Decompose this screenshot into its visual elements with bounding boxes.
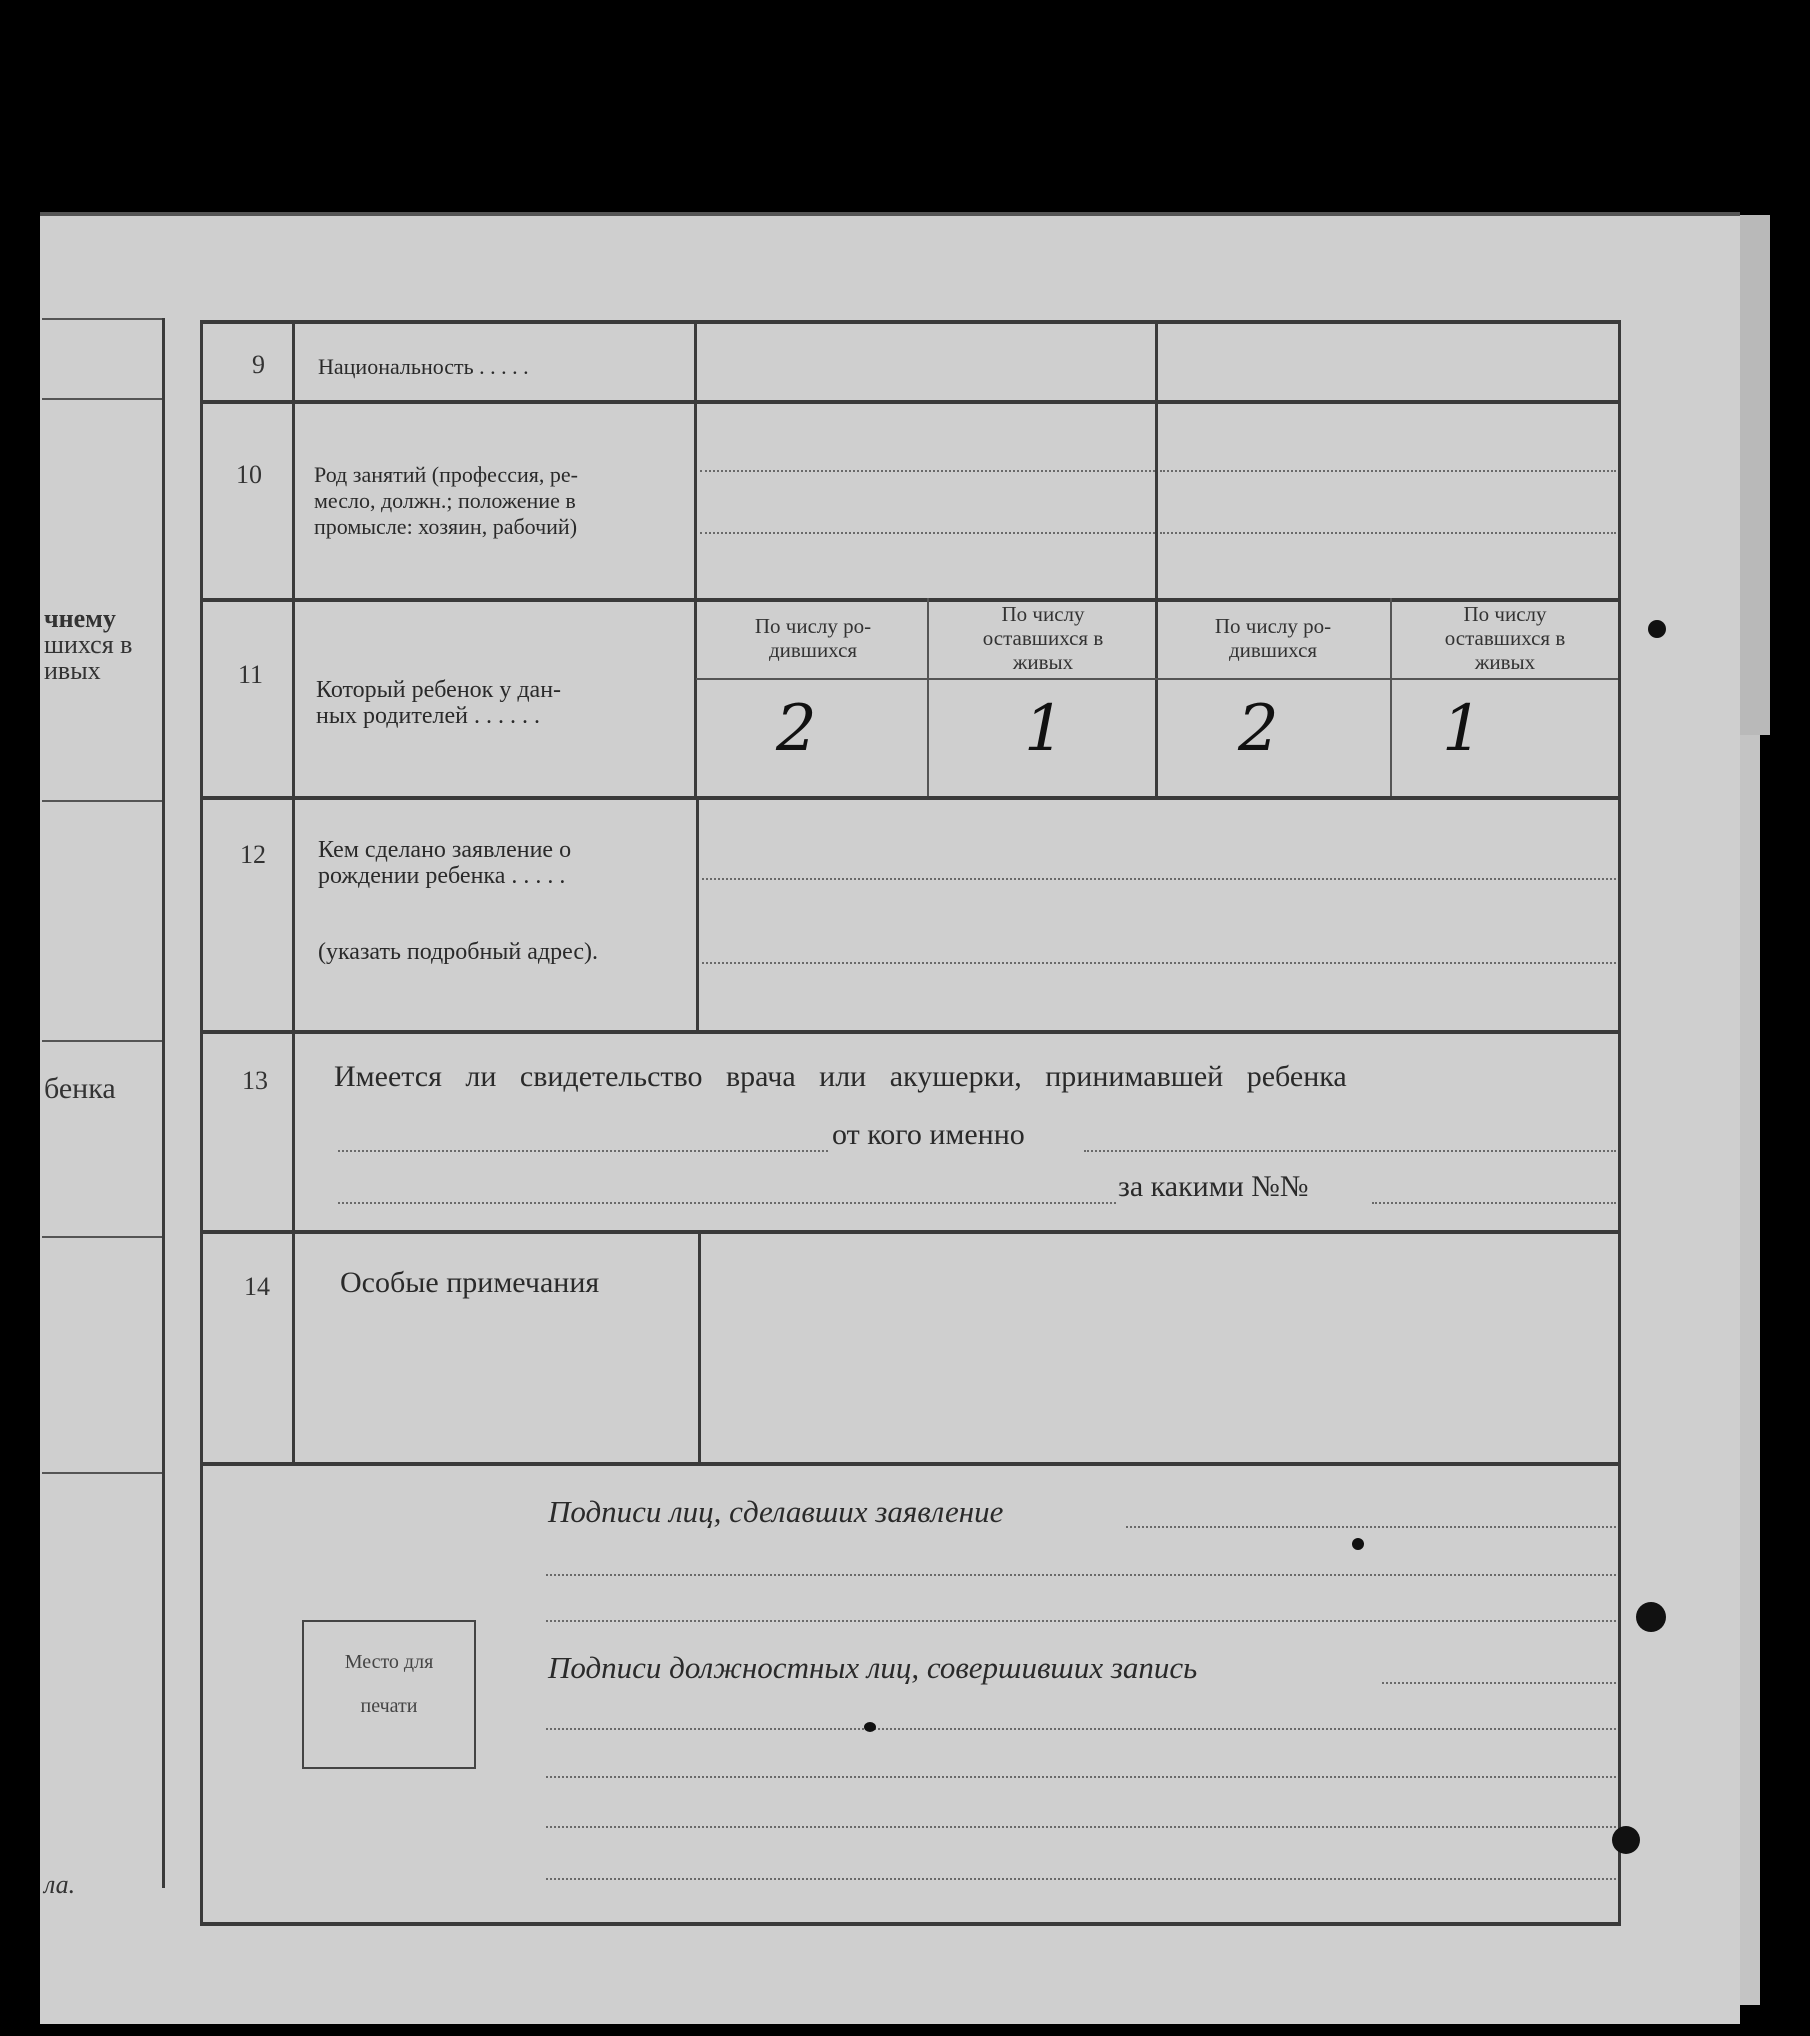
row-separator [200, 400, 1621, 404]
left-fragment-line [42, 1472, 162, 1474]
handwritten-value: 1 [1024, 692, 1065, 766]
binding-hole [1636, 1602, 1666, 1632]
number-column-line [292, 320, 295, 1462]
left-fragment-line [42, 1236, 162, 1238]
row-label: Национальность . . . . . [318, 354, 529, 379]
signature-line [546, 1776, 1616, 1778]
row-number: 12 [240, 840, 266, 869]
signature-line [1382, 1682, 1616, 1684]
row-label: Особые примечания [340, 1266, 600, 1299]
row-separator [200, 796, 1621, 800]
row-separator [200, 1462, 1621, 1466]
handwritten-value: 2 [1238, 692, 1279, 766]
row-label: ных родителей . . . . . . [316, 703, 540, 729]
row-number: 13 [242, 1066, 268, 1095]
left-fragment-line [42, 398, 162, 400]
row-label: Род занятий (профессия, ре- [314, 462, 578, 487]
stamp-label: Место для [344, 1651, 434, 1673]
signature-line [546, 1574, 1616, 1576]
row-label: Который ребенок у дан- [316, 677, 562, 703]
parent-column-line [1155, 320, 1158, 798]
left-page-border [162, 318, 165, 1888]
column-header: По числу оставшихся в живых [982, 602, 1104, 674]
row-separator [200, 1030, 1621, 1034]
left-fragment-text: чнему [44, 604, 116, 633]
row-note: (указать подробный адрес). [318, 939, 599, 965]
fill-line [1084, 1150, 1616, 1152]
fill-line [1160, 532, 1616, 534]
row-text: Имеется ли свидетельство врача или акушерки, принимавшей ребенка [334, 1060, 1347, 1093]
left-fragment-line [42, 1040, 162, 1042]
ink-spot [864, 1722, 876, 1732]
table-right-border [1618, 320, 1621, 1925]
fill-line [338, 1150, 828, 1152]
row-number: 11 [238, 660, 264, 689]
column-header: По числу ро- дившихся [754, 614, 872, 662]
stamp-box [302, 1620, 476, 1769]
left-fragment-line [42, 800, 162, 802]
ink-spot [1352, 1538, 1364, 1550]
next-page-edge [1740, 215, 1770, 735]
label-column-line [698, 1230, 701, 1462]
row-number: 9 [252, 350, 265, 379]
stamp-label: печати [360, 1695, 418, 1717]
fill-line [700, 470, 1155, 472]
table-bottom-border [200, 1922, 1621, 1926]
handwritten-value: 1 [1442, 692, 1483, 766]
row-label: месло, должн.; положение в [314, 488, 576, 513]
left-fragment-text: бенка [44, 1072, 116, 1105]
signature-line [1126, 1526, 1616, 1528]
signature-line [546, 1620, 1616, 1622]
label-column-line [696, 796, 699, 1030]
subcolumn-line [1390, 598, 1392, 796]
subcolumn-line [927, 598, 929, 796]
column-header: По числу оставшихся в живых [1444, 602, 1566, 674]
fill-line [1160, 470, 1616, 472]
left-fragment-text: ла. [44, 1870, 76, 1899]
column-header: По числу ро- дившихся [1214, 614, 1332, 662]
fill-line [702, 962, 1616, 964]
signature-line [546, 1728, 1616, 1730]
fill-line [338, 1202, 1116, 1204]
row-separator [200, 1230, 1621, 1234]
left-fragment-text: шихся в [44, 630, 133, 659]
binding-hole [1648, 620, 1666, 638]
row-label: рождении ребенка . . . . . [318, 863, 566, 889]
row-text: за какими №№ [1118, 1170, 1309, 1203]
table-left-border [200, 320, 203, 1925]
fill-line [1372, 1202, 1616, 1204]
signature-label: Подписи должностных лиц, совершивших запись [548, 1650, 1198, 1685]
fill-line [702, 878, 1616, 880]
table-top-border [200, 320, 1621, 324]
header-separator [696, 678, 1618, 680]
signature-label: Подписи лиц, сделавших заявление [548, 1494, 1004, 1529]
left-fragment-text: ивых [44, 656, 101, 685]
row-number: 10 [236, 460, 262, 489]
binding-hole [1612, 1826, 1640, 1854]
signature-line [546, 1878, 1616, 1880]
row-number: 14 [244, 1272, 270, 1301]
left-fragment-line [42, 318, 162, 320]
row-label: промысле: хозяин, рабочий) [314, 514, 578, 539]
fill-line [700, 532, 1155, 534]
row-label: Кем сделано заявление о [318, 837, 572, 863]
signature-line [546, 1826, 1616, 1828]
next-page-edge-lower [1740, 735, 1760, 2005]
row-text: от кого именно [832, 1118, 1025, 1151]
label-column-line [694, 320, 697, 800]
handwritten-value: 2 [776, 692, 817, 766]
